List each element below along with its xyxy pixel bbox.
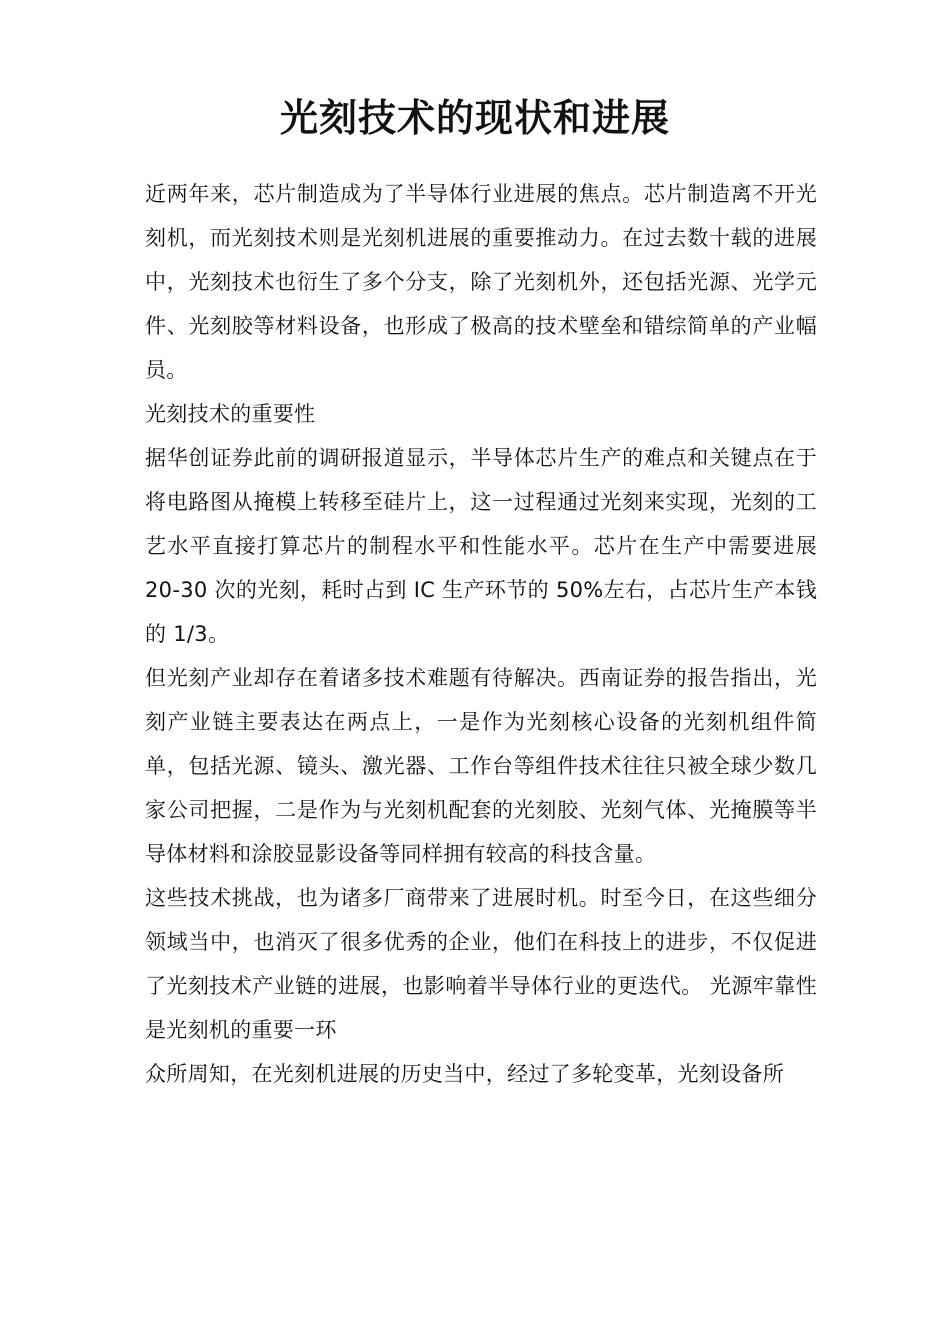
paragraph-opportunities: 这些技术挑战，也为诸多厂商带来了进展时机。时至今日，在这些细分领域当中，也消灭了很多优秀的企业，他们在科技上的进步，不仅促进了光刻技术产业链的进展，也影响着半导体行业的更迭代。 光源牢靠性是光刻机的重要一环 (145, 886, 817, 1042)
document-title: 光刻技术的现状和进展 (279, 96, 670, 140)
paragraph-research-report: 据华创证券此前的调研报道显示，半导体芯片生产的难点和关键点在于将电路图从掩模上转移至硅片上，这一过程通过光刻来实现，光刻的工艺水平直接打算芯片的制程水平和性能水平。芯片在生产中需要进展 20-30 次的光刻，耗时占到 IC 生产环节的 50%左右，占芯片生产本钱的 1/3。 (145, 446, 817, 646)
paragraph-industry-challenges: 但光刻产业却存在着诸多技术难题有待解决。西南证券的报告指出，光刻产业链主要表达在两点上，一是作为光刻核心设备的光刻机组件简单，包括光源、镜头、激光器、工作台等组件技术往往只被全球少数几家公司把握，二是作为与光刻机配套的光刻胶、光刻气体、光掩膜等半导体材料和涂胶显影设备等同样拥有较高的科技含量。 (145, 666, 817, 866)
document-body (145, 172, 817, 1096)
section-heading-importance: 光刻技术的重要性 (145, 402, 316, 426)
paragraph-intro: 近两年来，芯片制造成为了半导体行业进展的焦点。芯片制造离不开光刻机，而光刻技术则是光刻机进展的重要推动力。在过去数十载的进展中，光刻技术也衍生了多个分支，除了光刻机外，还包括光源、光学元件、光刻胶等材料设备，也形成了极高的技术壁垒和错综简单的产业幅员。 (145, 182, 817, 382)
paragraph-history: 众所周知，在光刻机进展的历史当中，经过了多轮变革，光刻设备所 (145, 1062, 784, 1086)
